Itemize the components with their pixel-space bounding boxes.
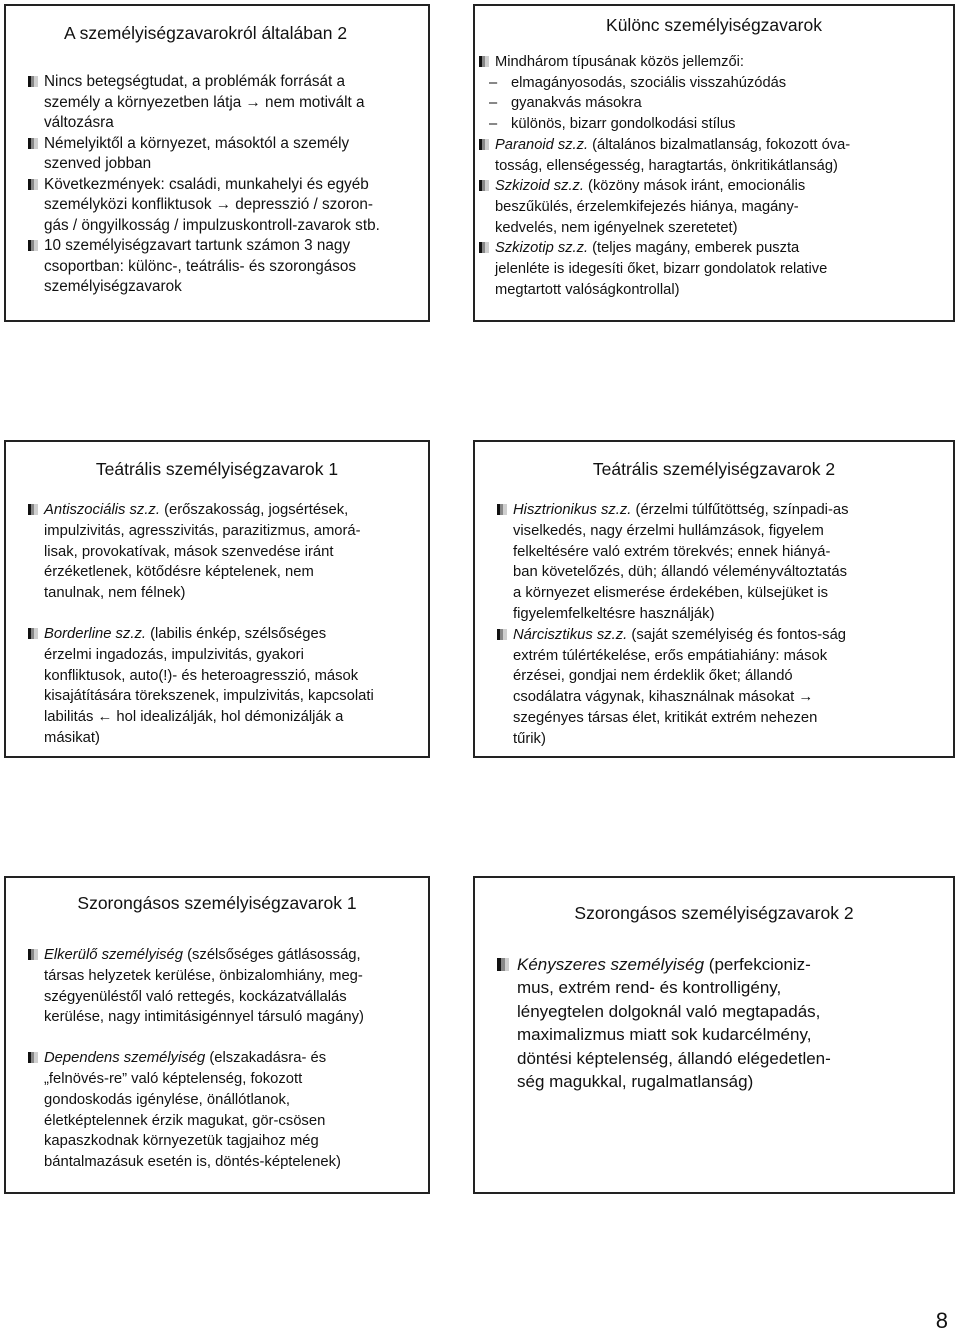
bullet-item: Nincs betegségtudat, a problémák forrását a személy a környezetben látja → nem motivált a változásra [28,72,422,134]
slide-body [497,500,947,750]
bullet-item: Antiszociális sz.z. (erőszakosság, jogsértések, impulzivitás, agresszivitás, parazitizmus, amorá- lisak, provokatívak, mások szenvedése iránt érzéketlenek, kötődésre képtelenek, nem tanulnak, nem félnek) [28,500,422,604]
slide-5 [4,876,430,1194]
bullet-item: Dependens személyiség (elszakadásra- és „felnövés-re” való képtelenség, fokozott gondoskodás igénylése, önállótlanok, életképtelennek érzik magukat, gör-csösen kapaszkodnak környezetük tagjaihoz még bántalmazásuk esetén is, döntés-képtelenek) [28,1048,422,1173]
bullet-item: Paranoid sz.z. (általános bizalmatlanság, fokozott óva- tosság, ellenségesség, haragtartás, önkritikátlanság) [479,135,947,176]
bullet-icon [28,1052,38,1063]
dash-icon: – [489,95,498,112]
slide-title: A személyiségzavarokról általában 2 [64,23,348,43]
bullet-item: Borderline sz.z. (labilis énkép, szélsőséges érzelmi ingadozás, impulzivitás, gyakori konfliktusok, auto(!)- és heteroagresszió, mások kisajátítására törekszenek, impulzivitás, kapcsolati labilitás ← hol idealizálják, hol démonizálják a másikat) [28,624,422,749]
sub-item: – különös, bizarr gondolkodási stílus [479,114,947,135]
term: Antiszociális sz.z. [44,502,160,518]
slide-body [497,953,947,1093]
bullet-icon [479,56,489,67]
sub-item: – gyanakvás másokra [479,93,947,114]
term: Szkizotip sz.z. [495,240,589,257]
bullet-icon [28,179,38,190]
slide-title: Teátrális személyiségzavarok 1 [95,459,339,479]
term: Paranoid sz.z. [495,136,589,153]
bullet-item: Hisztrionikus sz.z. (érzelmi túlfűtöttség, színpadi-as viselkedés, nagy érzelmi hullámzások, figyelem felkeltésére való extrém törekvés; ennek hiányá- ban követelőzés, düh; állandó véleményváltoztatás a környezet elismerése érdekében, külsejüket is figyelemfelkeltésre használják) [497,500,947,625]
slide-title: Különc személyiségzavarok [606,15,822,35]
bullet-item: Szkizoid sz.z. (közöny mások iránt, emocionális beszűkülés, érzelemkifejezés hiánya, magány- kedvelés, nem igényelnek szeretetet) [479,176,947,238]
bullet-item: Mindhárom típusának közös jellemzői: [479,52,947,73]
slide-body [28,500,422,749]
slide-3 [4,440,430,758]
bullet-icon [497,629,507,640]
slide-body [479,52,947,300]
term: Elkerülő személyiség [44,947,183,963]
bullet-icon [28,76,38,87]
bullet-icon [28,628,38,639]
term: Dependens személyiség [44,1050,206,1067]
dash-icon: – [489,74,498,91]
slide-title: Teátrális személyiségzavarok 2 [592,459,836,479]
bullet-item: Nárcisztikus sz.z. (saját személyiség és fontos-ság extrém túlértékelése, erős empátiahiány: mások érzései, gondjai nem érdeklik őket; állandó csodálatra vágynak, kihasználnak másokat → szegényes társas élet, kritikát extrém nehezen tűrik) [497,625,947,750]
bullet-icon [497,504,507,515]
slide-title: Szorongásos személyiségzavarok 2 [574,903,854,923]
bullet-icon [28,949,38,960]
term: Szkizoid sz.z. [495,178,584,195]
term: Nárcisztikus sz.z. [513,626,628,643]
dash-icon: – [489,116,498,133]
bullet-icon [479,139,489,150]
bullet-icon [28,504,38,515]
bullet-item: Szkizotip sz.z. (teljes magány, emberek puszta jelenléte is idegesíti őket, bizarr gondolatok relative megtartott valóságkontrollal) [479,238,947,300]
term: Hisztrionikus sz.z. [513,502,632,518]
sub-item: – elmagányosodás, szociális visszahúzódás [479,73,947,94]
bullet-item: 10 személyiségzavart tartunk számon 3 nagy csoportban: különc-, teátrális- és szorongásos személyiségzavarok [28,236,422,298]
term: Borderline sz.z. [44,625,146,642]
bullet-item: Elkerülő személyiség (szélsőséges gátlásosság, társas helyzetek kerülése, önbizalomhiány, meg- szégyenüléstől való rettegés, kockázatvállalás kerülése, nagy intimitásigénnyel társuló magány) [28,945,422,1028]
bullet-item: Némelyiktől a környezet, másoktól a személy szenved jobban [28,134,422,175]
bullet-item: Következmények: családi, munkahelyi és egyéb személyközi konfliktusok → depresszió / szoron- gás / öngyilkosság / impulzuskontroll-zavarok stb. [28,175,422,237]
slide-2 [473,4,955,322]
page-number: 8 [935,1308,948,1333]
bullet-icon [28,240,38,251]
bullet-icon [479,242,489,253]
slide-4 [473,440,955,758]
bullet-icon [479,180,489,191]
slide-6 [473,876,955,1194]
bullet-icon [28,138,38,149]
slide-1 [4,4,430,322]
bullet-icon [497,958,509,971]
slide-title: Szorongásos személyiségzavarok 1 [77,893,357,913]
bullet-item: Kényszeres személyiség (perfekcioniz- mus, extrém rend- és kontrolligény, lényegtelen dolgoknál való megtapadás, maximalizmus miatt sok kudarcélmény, döntési képtelenség, állandó elégedetlen- ség magukkal, rugalmatlanság) [497,953,947,1093]
slide-body [28,72,422,298]
slide-body [28,945,422,1173]
term: Kényszeres személyiség [517,955,705,974]
